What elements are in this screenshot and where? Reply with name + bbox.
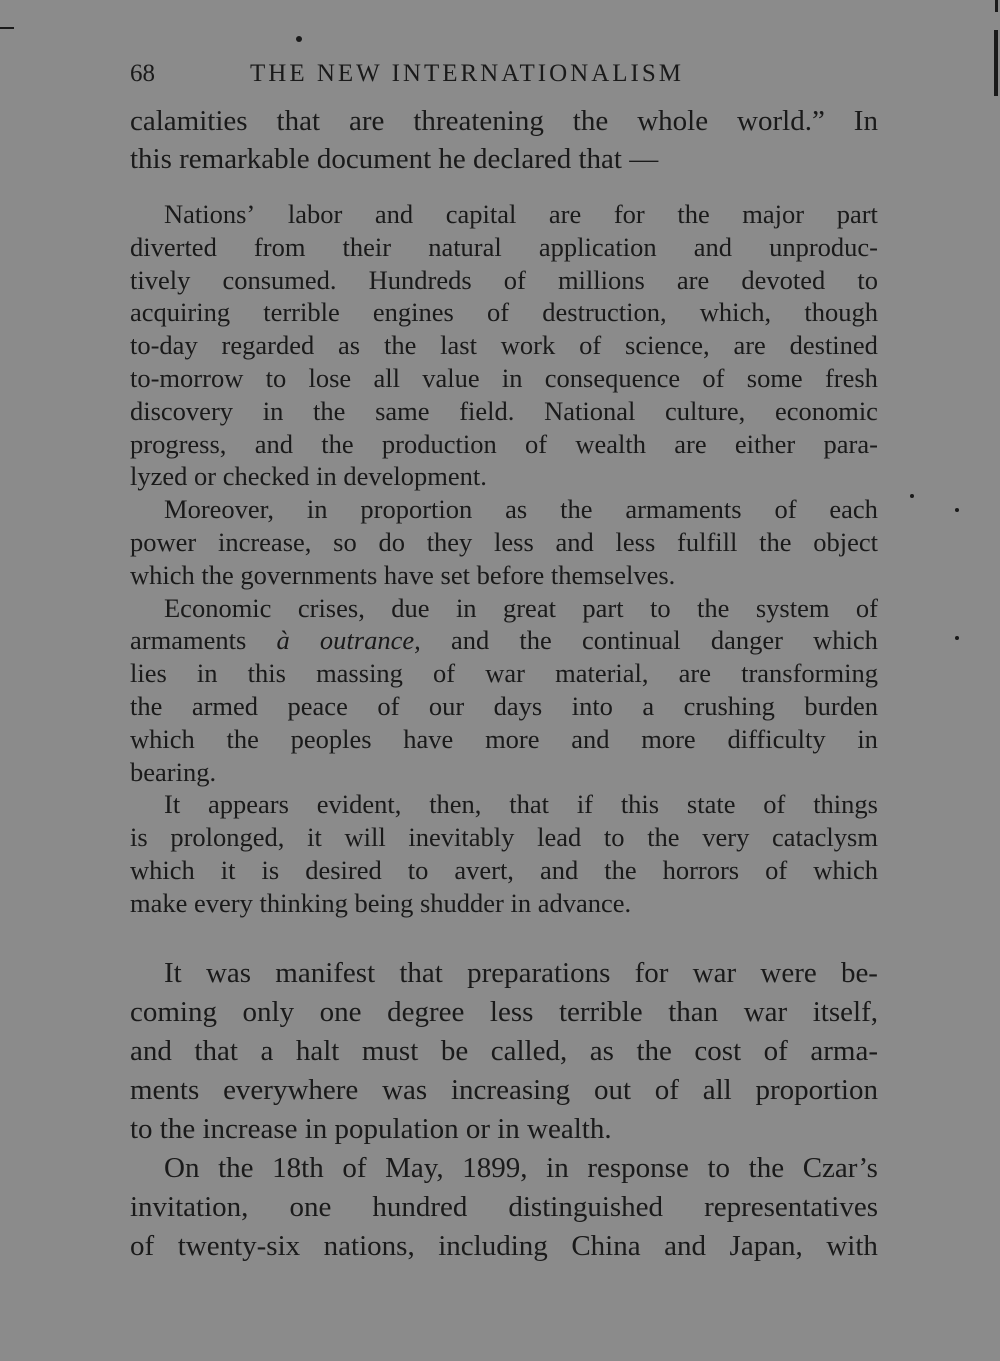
text-line: make every thinking being shudder in advance. bbox=[130, 887, 632, 918]
text-line: to-morrow to lose all value in consequence of some fresh bbox=[130, 362, 878, 393]
text-line: Nations’ labor and capital are for the major part bbox=[164, 199, 878, 229]
text-line: diverted from their natural application and unproduc- bbox=[130, 231, 878, 262]
scan-artifact-dot bbox=[910, 494, 914, 498]
text-line: to-day regarded as the last work of science, are destined bbox=[130, 330, 878, 361]
body-paragraph bbox=[130, 954, 878, 1149]
body-text bbox=[130, 954, 878, 1266]
text-line: is prolonged, it will inevitably lead to the very cataclysm bbox=[130, 822, 878, 853]
scan-artifact-mark bbox=[0, 27, 14, 29]
text-line: ments everywhere was increasing out of all proportion bbox=[130, 1073, 878, 1106]
text-line: tively consumed. Hundreds of millions are devoted to bbox=[130, 264, 878, 295]
text-line: this remarkable document he declared that — bbox=[130, 143, 659, 175]
scan-artifact-dot bbox=[955, 508, 959, 512]
text-line: progress, and the production of wealth are either para- bbox=[130, 428, 878, 459]
text-line: bearing. bbox=[130, 756, 217, 787]
scan-artifact-mark bbox=[994, 30, 998, 96]
text-line: armaments à outrance, and the continual danger which bbox=[130, 625, 878, 656]
text-line: of twenty-six nations, including China and Japan, with bbox=[130, 1229, 878, 1262]
text-line: which the governments have set before themselves. bbox=[130, 559, 676, 590]
text-line: coming only one degree less terrible than war itself, bbox=[130, 995, 878, 1028]
text-line: Moreover, in proportion as the armaments of each bbox=[164, 494, 878, 525]
text-line: which the peoples have more and more difficulty in bbox=[130, 723, 878, 754]
page-number: 68 bbox=[130, 60, 155, 87]
body-paragraph bbox=[130, 1149, 878, 1266]
text-line: discovery in the same field. National culture, economic bbox=[130, 395, 878, 426]
text-line: calamities that are threatening the whole world.” In bbox=[130, 105, 878, 137]
text-line: Economic crises, due in great part to the system of bbox=[164, 592, 878, 623]
text-line: invitation, one hundred distinguished representatives bbox=[130, 1190, 878, 1223]
quote-paragraph bbox=[130, 788, 878, 919]
text-line: to the increase in population or in wealth. bbox=[130, 1112, 612, 1145]
quote-paragraph bbox=[130, 592, 878, 789]
scan-artifact-mark bbox=[995, 0, 998, 12]
scan-artifact-dot bbox=[955, 636, 959, 640]
intro-paragraph bbox=[130, 102, 878, 178]
scan-artifact-dot bbox=[296, 36, 302, 42]
running-head bbox=[130, 60, 878, 88]
running-head-title: THE NEW INTERNATIONALISM bbox=[250, 60, 684, 87]
text-line: acquiring terrible engines of destruction, which, though bbox=[130, 297, 878, 328]
text-line: It was manifest that preparations for war were be- bbox=[164, 956, 878, 989]
text-line: It appears evident, then, that if this state of things bbox=[164, 789, 878, 820]
text-line: and that a halt must be called, as the cost of arma- bbox=[130, 1034, 878, 1067]
text-line: the armed peace of our days into a crushing burden bbox=[130, 690, 878, 721]
quote-paragraph bbox=[130, 198, 878, 493]
text-line: lies in this massing of war material, are transforming bbox=[130, 658, 878, 689]
text-line: lyzed or checked in development. bbox=[130, 461, 487, 492]
quote-paragraph bbox=[130, 493, 878, 591]
page-content bbox=[130, 60, 878, 1266]
text-line: power increase, so do they less and less fulfill the object bbox=[130, 526, 878, 557]
block-quote bbox=[130, 198, 878, 920]
text-line: On the 18th of May, 1899, in response to the Czar’s bbox=[164, 1151, 878, 1184]
text-line: which it is desired to avert, and the horrors of which bbox=[130, 854, 878, 885]
